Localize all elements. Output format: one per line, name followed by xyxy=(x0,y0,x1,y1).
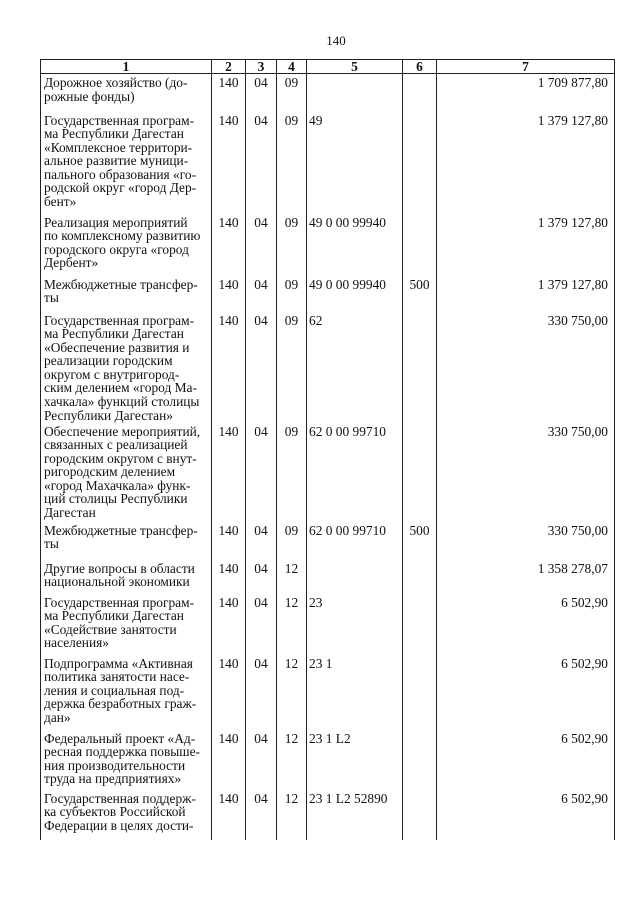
row-expense-type-cell xyxy=(403,594,437,655)
row-amount-cell: 330 750,00 xyxy=(437,423,615,522)
row-name-cell: Государственная програм- ма Республики Дагестан «Содействие занятости населения» xyxy=(41,594,212,655)
row-section-cell: 04 xyxy=(246,560,277,594)
row-subsection-cell: 09 xyxy=(277,214,307,276)
row-subsection-cell: 09 xyxy=(277,112,307,214)
row-gp-cell: 140 xyxy=(212,594,246,655)
row-target-article-cell: 62 0 00 99710 xyxy=(307,423,403,522)
header-row xyxy=(41,60,615,74)
row-expense-type-cell xyxy=(403,312,437,423)
row-section-cell: 04 xyxy=(246,594,277,655)
row-expense-type-cell xyxy=(403,112,437,214)
row-expense-type-cell: 500 xyxy=(403,522,437,560)
row-amount-cell: 6 502,90 xyxy=(437,790,615,840)
column-header: 6 xyxy=(403,60,437,74)
row-gp-cell: 140 xyxy=(212,74,246,112)
row-subsection-cell: 12 xyxy=(277,790,307,840)
row-subsection-cell: 09 xyxy=(277,522,307,560)
row-section-cell: 04 xyxy=(246,312,277,423)
table-row xyxy=(41,522,615,560)
row-expense-type-cell: 500 xyxy=(403,276,437,312)
row-target-article-cell: 23 1 L2 52890 xyxy=(307,790,403,840)
table-row xyxy=(41,214,615,276)
row-name-cell: Федеральный проект «Ад- ресная поддержка повыше- ния производительности труда на предприятиях» xyxy=(41,730,212,790)
row-subsection-cell: 12 xyxy=(277,594,307,655)
row-amount-cell: 6 502,90 xyxy=(437,655,615,730)
row-amount-cell: 330 750,00 xyxy=(437,522,615,560)
row-subsection-cell: 09 xyxy=(277,74,307,112)
row-section-cell: 04 xyxy=(246,423,277,522)
row-subsection-cell: 12 xyxy=(277,560,307,594)
row-amount-cell: 1 709 877,80 xyxy=(437,74,615,112)
row-section-cell: 04 xyxy=(246,790,277,840)
row-target-article-cell: 23 1 xyxy=(307,655,403,730)
row-target-article-cell xyxy=(307,560,403,594)
row-section-cell: 04 xyxy=(246,730,277,790)
row-amount-cell: 330 750,00 xyxy=(437,312,615,423)
row-gp-cell: 140 xyxy=(212,312,246,423)
row-name-cell: Реализация мероприятий по комплексному развитию городского округа «город Дербент» xyxy=(41,214,212,276)
row-subsection-cell: 09 xyxy=(277,423,307,522)
table-row xyxy=(41,730,615,790)
row-gp-cell: 140 xyxy=(212,560,246,594)
row-expense-type-cell xyxy=(403,214,437,276)
row-expense-type-cell xyxy=(403,560,437,594)
row-target-article-cell: 23 xyxy=(307,594,403,655)
row-gp-cell: 140 xyxy=(212,730,246,790)
page-number: 140 xyxy=(326,33,346,48)
row-target-article-cell: 49 xyxy=(307,112,403,214)
row-gp-cell: 140 xyxy=(212,522,246,560)
row-section-cell: 04 xyxy=(246,74,277,112)
row-subsection-cell: 12 xyxy=(277,730,307,790)
row-section-cell: 04 xyxy=(246,214,277,276)
column-header: 7 xyxy=(437,60,615,74)
table-row xyxy=(41,655,615,730)
row-target-article-cell: 49 0 00 99940 xyxy=(307,276,403,312)
row-target-article-cell: 23 1 L2 xyxy=(307,730,403,790)
budget-table xyxy=(40,59,615,840)
row-expense-type-cell xyxy=(403,655,437,730)
table-row xyxy=(41,312,615,423)
column-header: 1 xyxy=(41,60,212,74)
row-name-cell: Подпрограмма «Активная политика занятости насе- ления и социальная под- держка безработных граж- дан» xyxy=(41,655,212,730)
row-expense-type-cell xyxy=(403,730,437,790)
row-section-cell: 04 xyxy=(246,522,277,560)
row-expense-type-cell xyxy=(403,790,437,840)
row-name-cell: Обеспечение мероприятий, связанных с реализацией городским округом с внут- ригородским делением «город Махачкала» функ- ций столицы Республики Дагестан xyxy=(41,423,212,522)
row-section-cell: 04 xyxy=(246,276,277,312)
row-name-cell: Дорожное хозяйство (до- рожные фонды) xyxy=(41,74,212,112)
row-section-cell: 04 xyxy=(246,655,277,730)
row-target-article-cell: 62 0 00 99710 xyxy=(307,522,403,560)
row-subsection-cell: 09 xyxy=(277,312,307,423)
row-amount-cell: 1 358 278,07 xyxy=(437,560,615,594)
row-amount-cell: 6 502,90 xyxy=(437,594,615,655)
table-row xyxy=(41,276,615,312)
row-gp-cell: 140 xyxy=(212,276,246,312)
table-row xyxy=(41,790,615,840)
row-amount-cell: 1 379 127,80 xyxy=(437,214,615,276)
column-header: 2 xyxy=(212,60,246,74)
row-gp-cell: 140 xyxy=(212,655,246,730)
row-name-cell: Межбюджетные трансфер- ты xyxy=(41,276,212,312)
table-row xyxy=(41,74,615,112)
column-header: 4 xyxy=(277,60,307,74)
row-amount-cell: 1 379 127,80 xyxy=(437,112,615,214)
row-gp-cell: 140 xyxy=(212,112,246,214)
row-gp-cell: 140 xyxy=(212,214,246,276)
table-row xyxy=(41,112,615,214)
row-name-cell: Межбюджетные трансфер- ты xyxy=(41,522,212,560)
row-amount-cell: 6 502,90 xyxy=(437,730,615,790)
row-gp-cell: 140 xyxy=(212,790,246,840)
row-name-cell: Другие вопросы в области национальной экономики xyxy=(41,560,212,594)
table-row xyxy=(41,560,615,594)
column-header: 3 xyxy=(246,60,277,74)
row-subsection-cell: 09 xyxy=(277,276,307,312)
row-amount-cell: 1 379 127,80 xyxy=(437,276,615,312)
row-expense-type-cell xyxy=(403,423,437,522)
row-name-cell: Государственная програм- ма Республики Дагестан «Комплексное территори- альное развитие муници- пального образования «го- родской округ «город Дер- бент» xyxy=(41,112,212,214)
row-gp-cell: 140 xyxy=(212,423,246,522)
row-name-cell: Государственная поддерж- ка субъектов Российской Федерации в целях дости- xyxy=(41,790,212,840)
row-expense-type-cell xyxy=(403,74,437,112)
row-subsection-cell: 12 xyxy=(277,655,307,730)
row-section-cell: 04 xyxy=(246,112,277,214)
table-row xyxy=(41,594,615,655)
table-row xyxy=(41,423,615,522)
row-name-cell: Государственная програм- ма Республики Дагестан «Обеспечение развития и реализации городским округом с внутригород- ским делением «город Ма- хачкала» функций столицы Республики Дагестан» xyxy=(41,312,212,423)
column-header: 5 xyxy=(307,60,403,74)
row-target-article-cell: 62 xyxy=(307,312,403,423)
row-target-article-cell: 49 0 00 99940 xyxy=(307,214,403,276)
row-target-article-cell xyxy=(307,74,403,112)
